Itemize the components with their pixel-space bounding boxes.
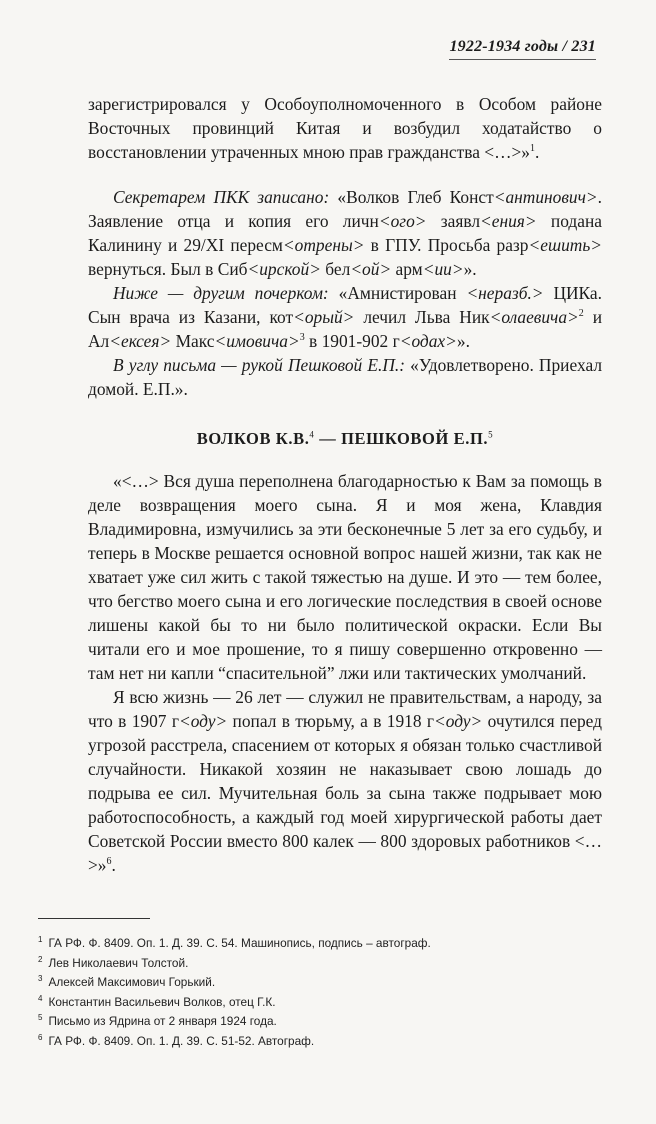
footnote-ref: 3 — [299, 332, 305, 344]
paragraph-corner-note: В углу письма — рукой Пешковой Е.П.: «Удовлетворено. Приехал домой. Е.П.». — [88, 355, 602, 399]
footnote: $^5$ Письмо из Ядрина от 2 января 1924 года. — [38, 1013, 277, 1029]
footnote: $^2$ Лев Николаевич Толстой. — [38, 954, 189, 970]
main-text — [88, 92, 602, 877]
footnote-ref: 5 — [488, 429, 494, 440]
footnote-divider — [38, 918, 150, 919]
paragraph-letter-2: Я всю жизнь — 26 лет — служил не правительствам, а народу, за что в 1907 г<оду> попал в тюрьму, а в 1918 г<оду> очутился перед угрозой расстрела, спасением от которых я обязан только счастливой случайности. Никакой хозяин не наказывает свою лошадь до подрыва ее сил. Мучительная боль за сына также подрывает мою работоспособность, а каждый год моей хирургической работы дает Советской России вместо 800 калек — 800 здоровых работников <…>»$^6$. — [88, 687, 602, 875]
editorial-label: Ниже — другим почерком: — [113, 283, 329, 303]
footnote: $^3$ Алексей Максимович Горький. — [38, 974, 216, 990]
running-head: 1922-1934 годы / 231 — [449, 38, 596, 60]
footnote-ref: 1 — [530, 143, 536, 155]
editorial-label: Секретарем ПКК записано: — [113, 187, 330, 207]
footnote-ref: 2 — [578, 308, 584, 320]
footnote: $^4$ Константин Васильевич Волков, отец Г.К. — [38, 993, 276, 1009]
editorial-label: В углу письма — рукой Пешковой Е.П.: — [113, 355, 406, 375]
paragraph-handwriting-note: Ниже — другим почерком: «Амнистирован <неразб.> ЦИКа. Сын врача из Казани, кот<орый> лечил Льва Ник<олаевича>$^2$ и Ал<ексея> Макс<имовича>$^3$ в 1901-902 г<одах>». — [88, 283, 602, 351]
paragraph-pkk-note: Секретарем ПКК записано: «Волков Глеб Конст<антинович>. Заявление отца и копия его личн<ого> заявл<ения> подана Калинину и 29/XI пересм<отрены> в ГПУ. Просьба разр<ешить> вернуться. Был в Сиб<ирской> бел<ой> арм<ии>». — [88, 187, 602, 279]
footnotes — [38, 934, 608, 1052]
paragraph-letter-1: «<…> Вся душа переполнена благодарностью к Вам за помощь в деле возвращения моего сына. Я и моя жена, Клавдия Владимировна, измучились за эти бесконечные 5 лет за его судьбу, и теперь в Москве решается основной вопрос нашей жизни, так как не хватает уже сил жить с такой тяжестью на душе. И это — тем более, что бегство моего сына и его логические последствия в своей основе лишены какой бы то ни было политической окраски. Если Вы читали его и мое прошение, то я пишу совершенно откровенно — там нет ни капли “спасительной” лжи или тактических умолчаний. — [88, 471, 602, 683]
paragraph-continuation: зарегистрировался у Особоуполномоченного в Особом районе Восточных провинций Китая и возбудил ходатайство о восстановлении утраченных мною прав гражданства <…>»$^1$. — [88, 94, 602, 162]
footnote-ref: 4 — [309, 429, 315, 440]
footnote: $^1$ ГА РФ. Ф. 8409. Оп. 1. Д. 39. С. 54. Машинопись, подпись – автограф. — [38, 935, 431, 950]
section-heading: ВОЛКОВ К.В.$^4$ — ПЕШКОВОЙ Е.П.$^5$ — [196, 429, 494, 448]
footnote: $^6$ ГА РФ. Ф. 8409. Оп. 1. Д. 39. С. 51-52. Автограф. — [38, 1033, 315, 1048]
footnote-ref: 6 — [106, 856, 112, 868]
